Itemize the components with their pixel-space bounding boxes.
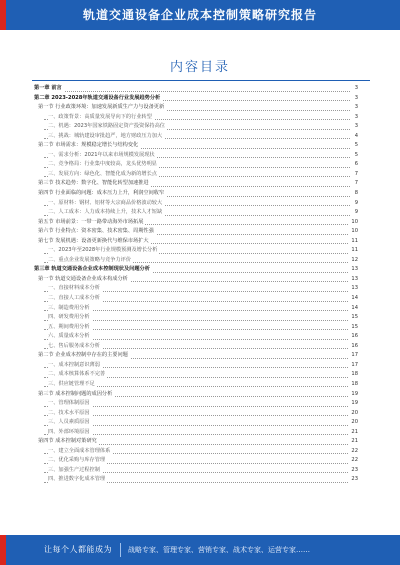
toc-entry-title: 三、制造费用分析 (48, 304, 92, 314)
toc-entry[interactable] (34, 275, 358, 285)
toc-entry-title: 四、研发费用分析 (48, 313, 92, 323)
toc-entry[interactable] (34, 313, 358, 323)
toc-entry-page: 15 (349, 313, 358, 323)
toc-entry-page: 17 (349, 361, 358, 371)
toc-entry-page: 11 (349, 237, 358, 247)
toc-entry-page: 16 (349, 342, 358, 352)
toc-entry[interactable] (34, 390, 358, 400)
toc-entry[interactable] (34, 370, 358, 380)
toc-entry-page: 20 (349, 409, 358, 419)
toc-entry[interactable] (34, 351, 358, 361)
toc-entry-page: 13 (349, 275, 358, 285)
toc-entry[interactable] (34, 189, 358, 199)
toc-entry-title: 第二章 2023-2028年轨道交通设备行业发展趋势分析 (34, 94, 162, 104)
toc-entry-title: 三、供应链管理不足 (48, 380, 97, 390)
toc-entry-title: 第一节 行业政策环境：加速发展新质生产力与设备更新 (38, 103, 166, 113)
toc-entry-title: 第一章 前言 (34, 84, 64, 94)
toc-entry-title: 六、质量成本分析 (48, 332, 92, 342)
toc-entry-title: 第六节 行业特点：资本密集、技术密集、周期性强 (38, 227, 156, 237)
toc-entry-title: 一、成本控制意识薄弱 (48, 361, 102, 371)
toc-entry-page: 15 (349, 323, 358, 333)
toc-entry-page: 14 (349, 294, 358, 304)
toc-entry-page: 11 (349, 246, 358, 256)
toc-entry-page: 20 (349, 418, 358, 428)
toc-entry-title: 三、发展方向：绿色化、智能化成为新的增长点 (48, 170, 159, 180)
footer-divider (120, 543, 121, 557)
toc-entry-page: 16 (349, 332, 358, 342)
toc-entry[interactable] (34, 208, 358, 218)
toc-entry-page: 5 (353, 141, 358, 151)
toc-entry[interactable] (34, 151, 358, 161)
toc-heading: 内容目录 (169, 60, 230, 75)
toc-entry[interactable] (34, 380, 358, 390)
toc-entry-page: 9 (353, 199, 358, 209)
toc-entry-title: 一、政策背景：高质量发展导向下的行业转型 (48, 113, 154, 123)
toc-entry[interactable] (34, 456, 358, 466)
toc-entry[interactable] (34, 122, 358, 132)
toc-entry-title: 第五节 市场前景：一带一路带动海外市场拓展 (38, 218, 145, 228)
toc-entry-title: 三、挑战：城轨建设审批趋严，地方财政压力加大 (48, 132, 164, 142)
toc-entry[interactable] (34, 94, 358, 104)
toc-entry-title: 一、原材料：钢材、铝材等大宗商品价格波动较大 (48, 199, 164, 209)
footer-tagline: 战略专家、管理专家、营销专家、战术专家、运营专家…… (128, 546, 310, 554)
toc-entry-title: 三、加强生产过程控制 (48, 466, 102, 476)
toc-entry[interactable] (34, 141, 358, 151)
footer-slogan: 让每个人都能成为 (44, 545, 112, 554)
toc-entry[interactable] (34, 113, 358, 123)
toc-entry[interactable] (34, 418, 358, 428)
toc-entry-title: 二、优化采购与库存管理 (48, 456, 107, 466)
toc-entry-page: 4 (353, 132, 358, 142)
toc-entry-title: 一、2023年至2028年行业规模预测及增长分析 (48, 246, 159, 256)
toc-entry-page: 22 (349, 447, 358, 457)
toc-entry-page: 3 (353, 84, 358, 94)
toc-entry-title: 第二节 市场需求：规模稳定增长与结构变化 (38, 141, 140, 151)
toc-entry-page: 12 (349, 256, 358, 266)
toc-entry[interactable] (34, 466, 358, 476)
toc-entry-title: 第三节 成本控制问题的成因分析 (38, 390, 114, 400)
toc-entry-page: 23 (349, 466, 358, 476)
toc-entry[interactable] (34, 437, 358, 447)
toc-entry-title: 二、人工成本：人力成本持续上升，技术人才短缺 (48, 208, 164, 218)
toc-entry[interactable] (34, 199, 358, 209)
toc-entry[interactable] (34, 475, 358, 485)
toc-entry[interactable] (34, 227, 358, 237)
toc-entry-page: 3 (353, 113, 358, 123)
toc-entry-page: 19 (349, 390, 358, 400)
toc-entry-page: 8 (353, 189, 358, 199)
toc-entry[interactable] (34, 428, 358, 438)
toc-entry-page: 21 (349, 428, 358, 438)
toc-entry[interactable] (34, 323, 358, 333)
toc-entry-title: 二、成本核算体系不完善 (48, 370, 107, 380)
toc-entry[interactable] (34, 256, 358, 266)
toc-entry-title: 四、推进数字化成本管理 (48, 475, 107, 485)
toc-entry[interactable] (34, 361, 358, 371)
toc-entry[interactable] (34, 132, 358, 142)
toc-entry-page: 18 (349, 370, 358, 380)
toc-divider (32, 80, 370, 81)
toc-entry-page: 7 (353, 170, 358, 180)
toc-entry-title: 一、建立全面成本管理体系 (48, 447, 112, 457)
toc-entry[interactable] (34, 103, 358, 113)
toc-entry-title: 三、人员素质原因 (48, 418, 92, 428)
toc-entry[interactable] (34, 304, 358, 314)
toc-leader-dots (44, 84, 350, 92)
toc-entry[interactable] (34, 237, 358, 247)
toc-entry[interactable] (34, 84, 358, 94)
toc-entry[interactable] (34, 294, 358, 304)
toc-entry-title: 四、外部环境原因 (48, 428, 92, 438)
toc-entry[interactable] (34, 218, 358, 228)
toc-entry-page: 5 (353, 151, 358, 161)
toc-entry-title: 第一节 轨道交通设备企业成本构成分析 (38, 275, 130, 285)
toc-entry[interactable] (34, 284, 358, 294)
toc-entry-title: 五、期间费用分析 (48, 323, 92, 333)
report-title: 轨道交通设备企业成本控制策略研究报告 (82, 8, 317, 22)
toc-entry-title: 一、需求分析：2021年以来市场规模发展现状 (48, 151, 157, 161)
toc-entry-page: 19 (349, 399, 358, 409)
toc-entry[interactable] (34, 265, 358, 275)
toc-entry-title: 第四节 行业面临的问题：成本压力上升，利润空间收窄 (38, 189, 166, 199)
toc-entry-title: 七、售后服务成本分析 (48, 342, 102, 352)
toc-entry[interactable] (34, 179, 358, 189)
toc-entry-page: 3 (353, 94, 358, 104)
toc-entry-title: 二、机遇：2023年国家铁路固定资产投资保持高位 (48, 122, 167, 132)
toc-entry[interactable] (34, 160, 358, 170)
toc-entry-page: 21 (349, 437, 358, 447)
toc-entry[interactable] (34, 409, 358, 419)
toc-entry-page: 3 (353, 103, 358, 113)
toc-list (34, 84, 358, 485)
toc-entry-title: 第七节 发展机遇：设备更新换代与维保市场扩大 (38, 237, 151, 247)
toc-entry[interactable] (34, 332, 358, 342)
toc-entry-title: 二、技术水平原因 (48, 409, 92, 419)
toc-entry-title: 一、直接材料成本分析 (48, 284, 102, 294)
toc-entry[interactable] (34, 447, 358, 457)
toc-entry-title: 一、管理体制原因 (48, 399, 92, 409)
toc-entry-page: 18 (349, 380, 358, 390)
toc-entry-title: 第二节 企业成本控制中存在的主要问题 (38, 351, 130, 361)
toc-entry-page: 14 (349, 304, 358, 314)
toc-entry-page: 13 (349, 265, 358, 275)
toc-entry-title: 第四节 成本控制对策研究 (38, 437, 99, 447)
toc-entry-page: 10 (349, 218, 358, 228)
toc-entry[interactable] (34, 399, 358, 409)
toc-entry-page: 9 (353, 208, 358, 218)
toc-entry-page: 6 (353, 160, 358, 170)
toc-entry-title: 第三节 技术趋势：数字化、智能化转型加速推进 (38, 179, 151, 189)
toc-entry-title: 二、竞争格局：行业集中度较高，龙头优势明显 (48, 160, 159, 170)
toc-entry-page: 10 (349, 227, 358, 237)
toc-entry-title: 二、直接人工成本分析 (48, 294, 102, 304)
toc-entry[interactable] (34, 170, 358, 180)
toc-entry-title: 第三章 轨道交通设备企业成本控制现状及问题分析 (34, 265, 152, 275)
toc-entry-page: 22 (349, 456, 358, 466)
toc-entry-page: 7 (353, 179, 358, 189)
toc-entry-title: 二、重点企业发展策略与竞争力评价 (48, 256, 133, 266)
toc-entry[interactable] (34, 342, 358, 352)
toc-entry-page: 17 (349, 351, 358, 361)
toc-entry-page: 13 (349, 284, 358, 294)
toc-entry-page: 3 (353, 122, 358, 132)
footer-accent (0, 535, 6, 565)
toc-entry[interactable] (34, 246, 358, 256)
toc-entry-page: 23 (349, 475, 358, 485)
